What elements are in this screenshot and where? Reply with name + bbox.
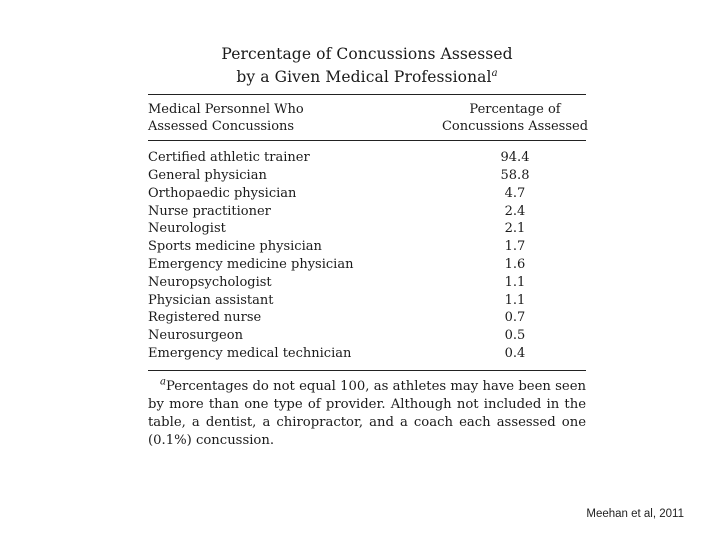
row-value: 0.7: [504, 310, 526, 326]
row-label: Neuropsychologist: [148, 274, 272, 290]
table-body: [148, 141, 586, 367]
row-value: 2.4: [504, 203, 526, 219]
row-value: 2.1: [504, 221, 526, 237]
table-row: [148, 256, 586, 274]
table-row: [148, 167, 586, 185]
concussion-table: [148, 44, 589, 371]
row-label: Certified athletic trainer: [148, 150, 310, 166]
table-row: [148, 203, 586, 221]
table-row: [148, 149, 586, 167]
table-row: [148, 220, 586, 238]
row-value: 94.4: [500, 150, 530, 166]
table-row: [148, 238, 586, 256]
table-row: [148, 274, 586, 292]
row-label: Physician assistant: [148, 292, 274, 308]
row-label: General physician: [148, 167, 267, 183]
footnote-text: Percentages do not equal 100, as athletes may have been seen by more than one type of provider. Although not included in the table, a dentist, a chiropractor, and a coach each assessed one (0.1%) concussion.: [148, 379, 586, 448]
row-label: Emergency medicine physician: [148, 256, 354, 272]
table-title-line1: Percentage of Concussions Assessed: [221, 45, 513, 63]
table-row: [148, 292, 586, 310]
table-footnote: [148, 378, 586, 450]
citation-text: Meehan et al, 2011: [586, 508, 684, 520]
row-value: 58.8: [500, 167, 530, 183]
header-personnel-line1: Medical Personnel Who: [148, 102, 304, 118]
table-row: [148, 309, 586, 327]
table-row: [148, 327, 586, 345]
row-label: Emergency medical technician: [148, 345, 352, 361]
row-value: 0.4: [504, 345, 526, 361]
row-label: Orthopaedic physician: [148, 185, 297, 201]
header-percentage: [440, 101, 590, 135]
header-percentage-line2: Concussions Assessed: [441, 119, 589, 135]
table-title: [148, 44, 586, 87]
footnote-mark: a: [160, 376, 166, 388]
table-title-line2: by a Given Medical Professional: [236, 68, 492, 87]
row-label: Registered nurse: [148, 310, 262, 326]
row-value: 1.7: [504, 239, 526, 255]
row-value: 4.7: [504, 185, 526, 201]
row-value: 1.1: [504, 292, 526, 308]
bottom-rule: [148, 370, 586, 371]
header-personnel-line2: Assessed Concussions: [148, 119, 295, 135]
row-value: 1.1: [504, 274, 526, 290]
table-header: [148, 95, 589, 140]
row-label: Sports medicine physician: [148, 239, 322, 255]
title-footnote-mark: a: [491, 68, 498, 79]
row-label: Nurse practitioner: [148, 203, 271, 219]
table-row: [148, 185, 586, 203]
row-value: 1.6: [504, 256, 526, 272]
table-row: [148, 345, 586, 363]
row-label: Neurologist: [148, 221, 226, 237]
row-value: 0.5: [504, 328, 526, 344]
header-personnel: [148, 101, 304, 135]
header-percentage-line1: Percentage of: [469, 102, 561, 118]
row-label: Neurosurgeon: [148, 328, 243, 344]
